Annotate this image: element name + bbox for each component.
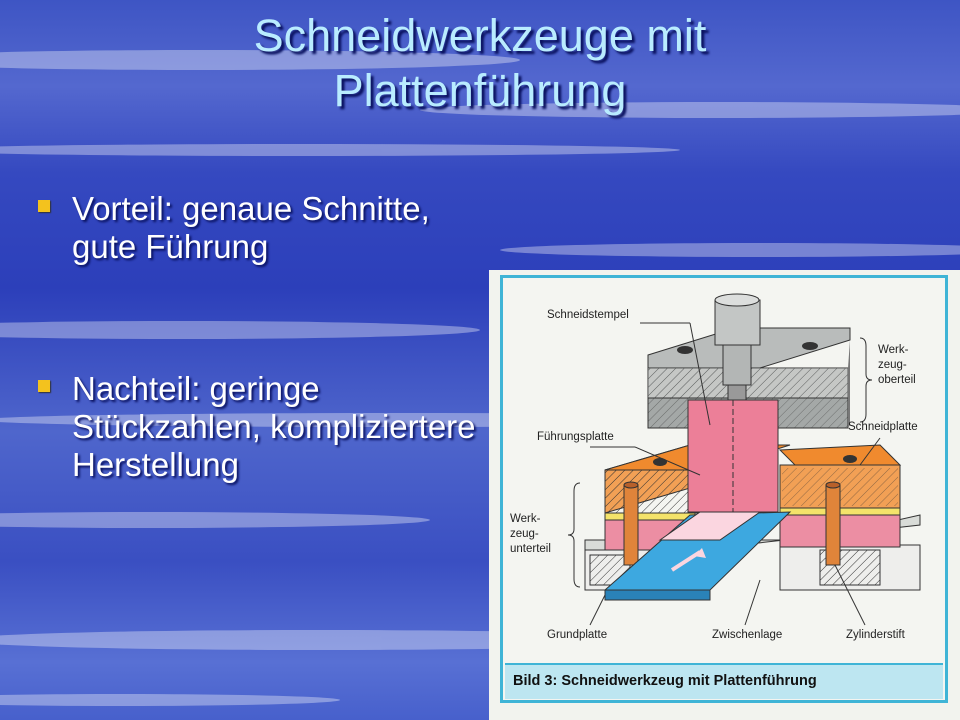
oberteil-bracket (860, 338, 872, 422)
label-grundplatte: Grundplatte (547, 629, 608, 641)
label-oberteil-2: zeug- (878, 359, 907, 371)
label-oberteil-3: oberteil (878, 374, 916, 386)
title-line-1: Schneidwerkzeuge mit (253, 10, 707, 61)
bullet-nachteil-text: Nachteil: geringe Stückzahlen, kompliziertere Herstellung (72, 370, 476, 483)
figure-caption: Bild 3: Schneidwerkzeug mit Plattenführung (513, 673, 817, 689)
label-schneidplatte: Schneidplatte (848, 421, 918, 433)
label-zylinderstift: Zylinderstift (846, 629, 905, 641)
label-unterteil-3: unterteil (510, 543, 551, 555)
label-unterteil-2: zeug- (510, 528, 539, 540)
label-zwischenlage: Zwischenlage (712, 629, 783, 641)
label-fuehrungsplatte: Führungsplatte (537, 431, 614, 443)
label-unterteil-1: Werk- (510, 513, 541, 525)
label-schneidstempel: Schneidstempel (547, 309, 629, 321)
bullet-vorteil-text: Vorteil: genaue Schnitte, gute Führung (72, 190, 430, 265)
title-line-2: Plattenführung (333, 65, 627, 116)
schneidstempel-shape (688, 400, 778, 512)
label-oberteil-1: Werk- (878, 344, 909, 356)
unterteil-bracket (568, 483, 580, 587)
